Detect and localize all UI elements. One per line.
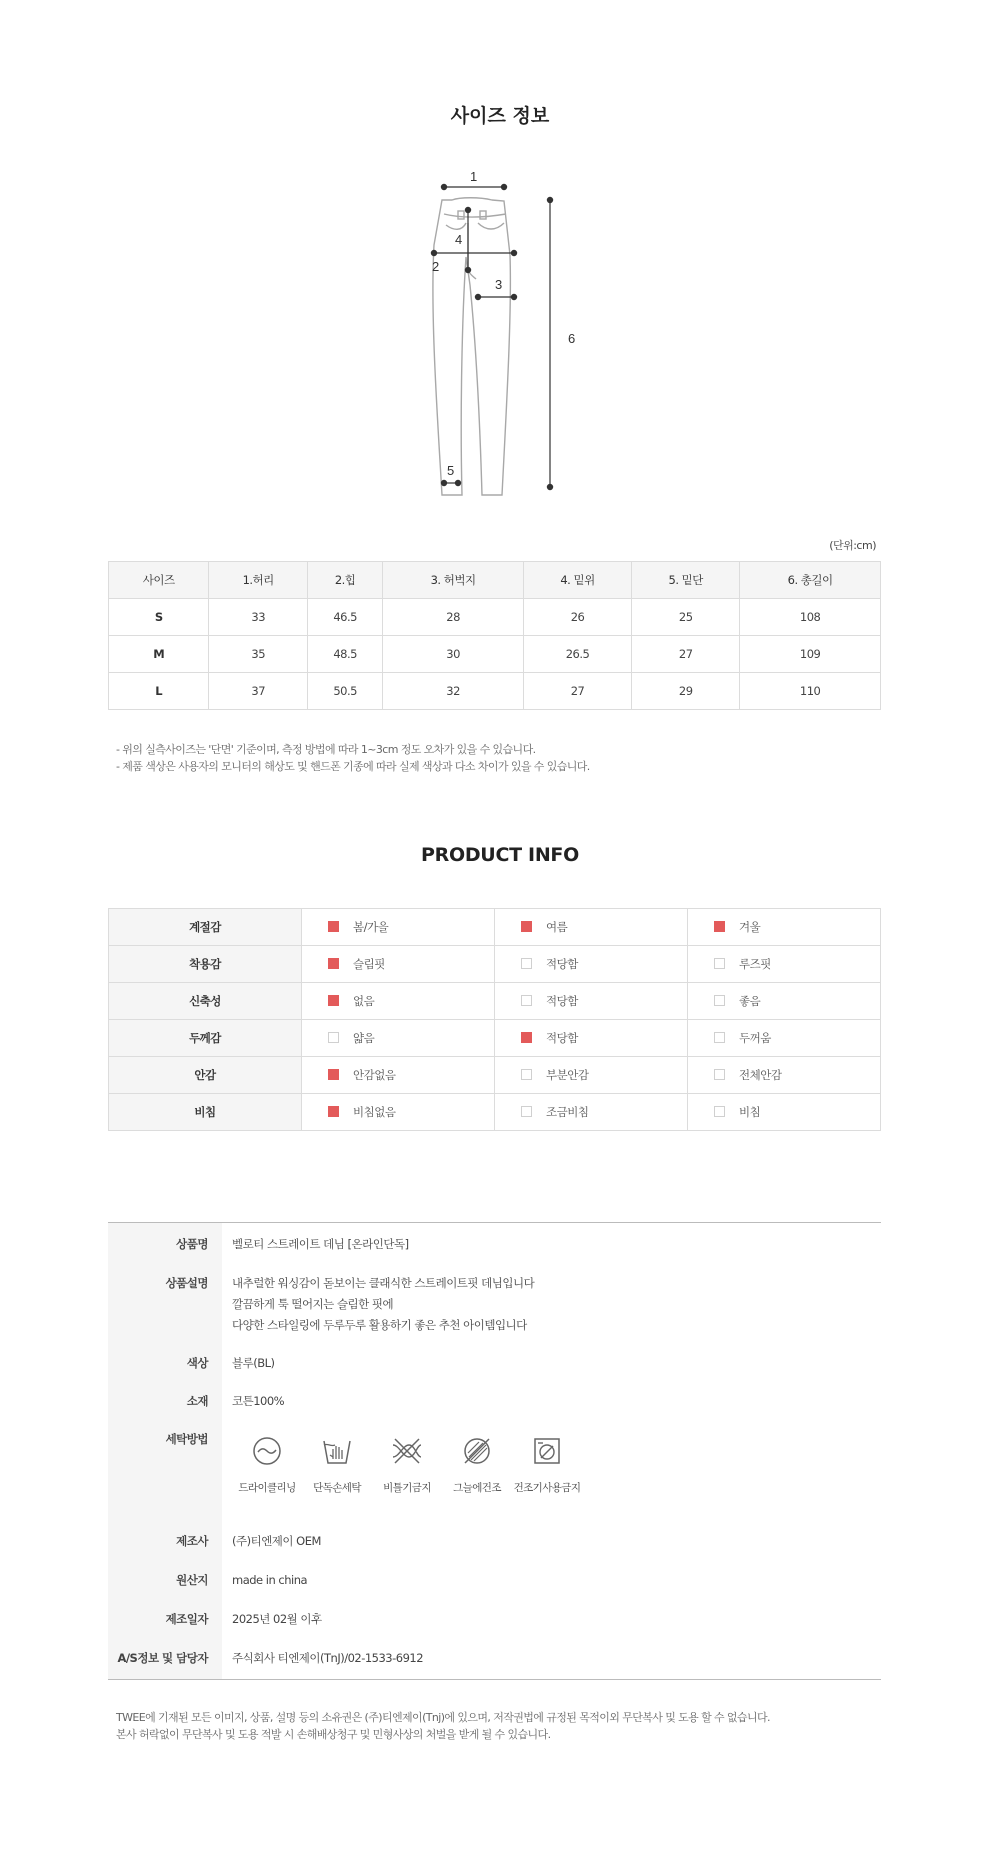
product-info-title: PRODUCT INFO — [421, 844, 579, 866]
unchecked-box-icon — [521, 1106, 532, 1117]
product-info-row — [109, 946, 881, 983]
diagram-label-3: 3 — [495, 277, 503, 292]
product-info-option — [688, 1094, 881, 1131]
wash-item-hand-wash — [302, 1433, 372, 1499]
desc-line: 내추럴한 워싱감이 돋보이는 클래식한 스트레이트핏 데님입니다 — [232, 1276, 535, 1290]
product-info-option — [495, 983, 688, 1020]
product-info-option-label: 비침없음 — [353, 1105, 396, 1119]
detail-row-material — [108, 1391, 881, 1412]
diagram-label-1: 1 — [470, 169, 478, 184]
product-info-option — [302, 983, 495, 1020]
detail-label: 상품설명 — [165, 1276, 208, 1290]
size-header-waist: 1.허리 — [209, 562, 308, 599]
unchecked-box-icon — [521, 958, 532, 969]
checked-box-icon — [521, 1032, 532, 1043]
wash-item-no-tumble-dry — [512, 1433, 582, 1499]
hand-wash-icon — [319, 1433, 355, 1469]
product-as-info: 주식회사 티엔제이(TnJ)/02-1533-6912 — [232, 1651, 424, 1665]
detail-label: 원산지 — [176, 1573, 208, 1587]
detail-label: 제조사 — [176, 1534, 208, 1548]
product-info-option — [688, 909, 881, 946]
desc-line: 깔끔하게 툭 떨어지는 슬림한 핏에 — [232, 1297, 394, 1311]
product-info-category: 안감 — [109, 1057, 302, 1094]
product-info-option-label: 루즈핏 — [739, 957, 771, 971]
product-info-option-label: 전체안감 — [739, 1068, 782, 1082]
size-cell: 46.5 — [307, 599, 382, 636]
product-info-category: 착용감 — [109, 946, 302, 983]
size-cell: L — [109, 673, 209, 710]
size-cell: 27 — [632, 636, 740, 673]
product-info-option-label: 두꺼움 — [739, 1031, 771, 1045]
diagram-label-5: 5 — [447, 463, 455, 478]
unchecked-box-icon — [714, 1106, 725, 1117]
size-cell: 35 — [209, 636, 308, 673]
product-color: 블루(BL) — [232, 1356, 275, 1370]
size-header-length: 6. 총길이 — [740, 562, 881, 599]
size-notes — [116, 741, 590, 775]
product-material: 코튼100% — [232, 1394, 285, 1408]
table-row — [109, 599, 881, 636]
size-cell: 108 — [740, 599, 881, 636]
product-info-option — [495, 1020, 688, 1057]
diagram-label-4: 4 — [455, 232, 463, 247]
size-cell: 26 — [523, 599, 631, 636]
product-info-option-label: 부분안감 — [546, 1068, 589, 1082]
checked-box-icon — [328, 995, 339, 1006]
pants-outline — [433, 198, 510, 495]
size-note-2: - 제품 색상은 사용자의 모니터의 해상도 및 핸드폰 기종에 따라 실제 색상과 다소 차이가 있을 수 있습니다. — [116, 760, 590, 773]
pants-measurement-diagram — [420, 165, 600, 500]
product-info-option — [688, 983, 881, 1020]
detail-label: 상품명 — [176, 1237, 208, 1251]
size-table — [108, 561, 881, 710]
size-header-hem: 5. 밑단 — [632, 562, 740, 599]
product-info-category: 비침 — [109, 1094, 302, 1131]
product-info-row — [109, 1020, 881, 1057]
product-info-option — [688, 946, 881, 983]
product-info-table — [108, 908, 881, 1131]
table-row — [109, 673, 881, 710]
table-row — [109, 636, 881, 673]
wash-label: 그늘에건조 — [453, 1482, 501, 1494]
detail-label: 제조일자 — [165, 1612, 208, 1626]
product-date: 2025년 02월 이후 — [232, 1612, 322, 1626]
product-info-option-label: 겨울 — [739, 920, 761, 934]
product-info-option-label: 봄/가을 — [353, 920, 389, 934]
detail-label: 소재 — [186, 1394, 208, 1408]
size-header-rise: 4. 밑위 — [523, 562, 631, 599]
product-detail-table — [108, 1222, 881, 1680]
wash-label: 단독손세탁 — [313, 1482, 361, 1494]
size-header-size: 사이즈 — [109, 562, 209, 599]
detail-label: 세탁방법 — [165, 1432, 208, 1446]
product-info-option-label: 좋음 — [739, 994, 761, 1008]
desc-line: 다양한 스타일링에 두루두루 활용하기 좋은 추천 아이템입니다 — [232, 1318, 527, 1332]
product-description — [222, 1273, 534, 1336]
size-cell: M — [109, 636, 209, 673]
size-cell: 37 — [209, 673, 308, 710]
product-info-option — [688, 1020, 881, 1057]
detail-label: 색상 — [186, 1356, 208, 1370]
product-info-option — [302, 1057, 495, 1094]
wash-instructions — [222, 1429, 582, 1499]
size-cell: 48.5 — [307, 636, 382, 673]
detail-row-wash — [108, 1429, 881, 1499]
wash-item-shade-dry — [442, 1433, 512, 1499]
product-info-option-label: 없음 — [353, 994, 375, 1008]
product-info-option — [302, 909, 495, 946]
size-cell: 27 — [523, 673, 631, 710]
diagram-label-6: 6 — [568, 331, 576, 346]
product-info-option — [495, 946, 688, 983]
size-cell: 50.5 — [307, 673, 382, 710]
checked-box-icon — [328, 1069, 339, 1080]
product-info-option-label: 적당함 — [546, 994, 578, 1008]
checked-box-icon — [521, 921, 532, 932]
product-info-category: 계절감 — [109, 909, 302, 946]
detail-label: A/S정보 및 담당자 — [117, 1651, 208, 1665]
checked-box-icon — [328, 1106, 339, 1117]
size-cell: 109 — [740, 636, 881, 673]
copyright-note-2: 본사 허락없이 무단복사 및 도용 적발 시 손해배상청구 및 민형사상의 처벌을 받게 될 수 있습니다. — [116, 1728, 551, 1741]
size-table-header-row — [109, 562, 881, 599]
product-info-option-label: 얇음 — [353, 1031, 375, 1045]
product-info-option — [495, 1057, 688, 1094]
detail-row-date — [108, 1609, 881, 1630]
copyright-note-1: TWEE에 기재된 모든 이미지, 상품, 설명 등의 소유권은 (주)티엔제이(Tnj)에 있으며, 저작권법에 규정된 목적이외 무단복사 및 도용 할 수 없습니다. — [116, 1711, 770, 1724]
wash-item-dry-cleaning — [232, 1433, 302, 1499]
diagram-label-2: 2 — [432, 259, 440, 274]
product-info-row — [109, 909, 881, 946]
shade-dry-icon — [459, 1433, 495, 1469]
detail-row-origin — [108, 1570, 881, 1591]
size-cell: 33 — [209, 599, 308, 636]
size-cell: 32 — [383, 673, 524, 710]
no-wring-icon — [389, 1433, 425, 1469]
checked-box-icon — [714, 921, 725, 932]
size-cell: S — [109, 599, 209, 636]
detail-row-name — [108, 1234, 881, 1255]
size-note-1: - 위의 실측사이즈는 '단면' 기준이며, 측정 방법에 따라 1~3cm 정도 오차가 있을 수 있습니다. — [116, 743, 536, 756]
product-info-option — [495, 1094, 688, 1131]
size-cell: 28 — [383, 599, 524, 636]
product-info-option-label: 적당함 — [546, 957, 578, 971]
size-info-title: 사이즈 정보 — [450, 105, 550, 127]
detail-row-desc — [108, 1273, 881, 1336]
unchecked-box-icon — [328, 1032, 339, 1043]
product-origin: made in china — [232, 1573, 308, 1587]
product-info-option — [688, 1057, 881, 1094]
product-maker: (주)티엔제이 OEM — [232, 1534, 321, 1548]
product-info-option — [302, 1094, 495, 1131]
product-info-option-label: 비침 — [739, 1105, 761, 1119]
checked-box-icon — [328, 921, 339, 932]
product-info-option-label: 여름 — [546, 920, 568, 934]
unchecked-box-icon — [521, 1069, 532, 1080]
size-cell: 26.5 — [523, 636, 631, 673]
wash-label: 건조기사용금지 — [513, 1482, 581, 1494]
size-cell: 29 — [632, 673, 740, 710]
copyright-notes — [116, 1709, 770, 1743]
product-info-option-label: 슬림핏 — [353, 957, 385, 971]
size-cell: 110 — [740, 673, 881, 710]
product-info-category: 두께감 — [109, 1020, 302, 1057]
product-info-category: 신축성 — [109, 983, 302, 1020]
unchecked-box-icon — [714, 1069, 725, 1080]
product-info-row — [109, 983, 881, 1020]
product-info-option — [302, 946, 495, 983]
size-cell: 30 — [383, 636, 524, 673]
size-cell: 25 — [632, 599, 740, 636]
detail-row-as — [108, 1648, 881, 1669]
product-info-row — [109, 1094, 881, 1131]
size-unit-label: (단위:cm) — [829, 539, 876, 552]
unchecked-box-icon — [521, 995, 532, 1006]
detail-row-maker — [108, 1531, 881, 1552]
size-header-hip: 2.힙 — [307, 562, 382, 599]
size-header-thigh: 3. 허벅지 — [383, 562, 524, 599]
no-tumble-dry-icon — [529, 1433, 565, 1469]
product-info-option-label: 조금비침 — [546, 1105, 589, 1119]
wash-label: 드라이클리닝 — [238, 1482, 296, 1494]
wash-item-no-wring — [372, 1433, 442, 1499]
wash-label: 비틀기금지 — [383, 1482, 431, 1494]
product-name: 벨로티 스트레이트 데님 [온라인단독] — [232, 1237, 409, 1251]
unchecked-box-icon — [714, 995, 725, 1006]
unchecked-box-icon — [714, 958, 725, 969]
product-info-option — [302, 1020, 495, 1057]
dry-cleaning-icon — [249, 1433, 285, 1469]
product-info-option-label: 적당함 — [546, 1031, 578, 1045]
product-info-option — [495, 909, 688, 946]
product-info-row — [109, 1057, 881, 1094]
detail-row-color — [108, 1353, 881, 1374]
checked-box-icon — [328, 958, 339, 969]
product-info-option-label: 안감없음 — [353, 1068, 396, 1082]
unchecked-box-icon — [714, 1032, 725, 1043]
